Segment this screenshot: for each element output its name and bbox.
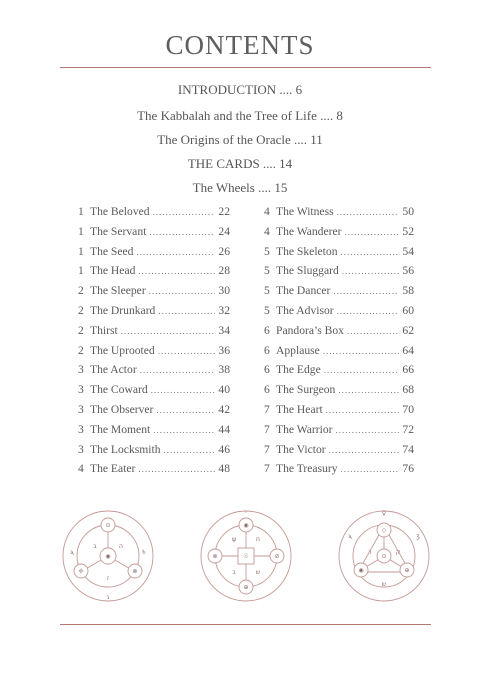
toc-card-entry[interactable] [78,403,230,423]
wheel-diagram-three [336,508,432,604]
toc-entry-the-wheels[interactable]: The Wheels .... 15 [192,180,288,195]
dot-leader [337,306,400,316]
dot-leader [121,326,216,336]
dot-leader [342,266,400,276]
page-number: 26 [218,244,230,258]
toc-card-entry[interactable] [264,225,414,245]
page-number: 58 [402,284,414,298]
wheel-diagram-two [198,508,294,604]
toc-card-entry[interactable] [264,443,414,463]
toc-entry-kabbalah[interactable]: The Kabbalah and the Tree of Life .... 8 [137,108,343,123]
toc-card-entry[interactable] [78,205,230,225]
card-number: 2 [78,343,84,357]
bottom-divider [60,624,431,625]
card-title: The Uprooted [90,343,155,357]
card-title: The Surgeon [276,383,336,397]
svg-text:ש: ש [381,581,387,588]
card-title: Thirst [90,323,118,337]
toc-card-entry[interactable] [264,383,414,403]
card-title: The Wanderer [276,224,342,238]
toc-card-entry[interactable] [264,245,414,265]
card-number: 7 [264,462,270,476]
card-title: The Dancer [276,284,331,298]
toc-card-entry[interactable] [78,304,230,324]
card-title: The Witness [276,205,334,218]
svg-text:⊘: ⊘ [274,553,280,560]
dot-leader [347,326,399,336]
svg-text:ψ: ψ [232,536,236,543]
svg-text:⊗: ⊗ [212,553,218,560]
card-number: 5 [264,264,270,278]
page-number: 54 [402,244,414,258]
toc-card-entry[interactable] [78,363,230,383]
dot-leader [149,286,216,296]
page-number: 62 [402,323,414,337]
page-number: 36 [218,343,230,357]
dot-leader [153,425,215,435]
page-number: 64 [402,343,414,357]
dot-leader [323,346,400,356]
dot-leader [151,385,216,395]
card-number: 7 [264,422,270,436]
page-number: 48 [218,462,230,476]
card-number: 4 [264,205,270,218]
page-number: 46 [218,442,230,456]
card-title: Pandora’s Box [276,323,344,337]
page-number: 52 [402,224,414,238]
card-number: 6 [264,323,270,337]
svg-text:ʒ: ʒ [416,533,420,540]
svg-text:ϡ: ϡ [348,533,352,540]
card-number: 3 [78,422,84,436]
toc-card-entry[interactable] [264,205,414,225]
toc-card-entry[interactable] [78,284,230,304]
svg-text:ɿ: ɿ [106,594,110,601]
card-number: 2 [78,284,84,298]
toc-card-entry[interactable] [78,443,230,463]
page-number: 32 [218,303,230,317]
card-title: The Advisor [276,303,334,317]
card-title: The Heart [276,402,323,416]
wheel-diagram-one [60,508,156,604]
card-number: 2 [78,303,84,317]
card-number: 7 [264,442,270,456]
page-number: 56 [402,264,414,278]
dot-leader [140,365,216,375]
page-number: 66 [402,363,414,377]
toc-card-entry[interactable] [78,344,230,364]
card-title: The Treasury [276,462,338,476]
card-number: 4 [264,224,270,238]
toc-card-entry[interactable] [264,363,414,383]
dot-leader [164,445,216,455]
card-title: The Beloved [90,205,150,218]
card-number: 1 [78,224,84,238]
svg-text:ר: ר [368,549,372,556]
dot-leader [335,425,399,435]
card-number: 2 [78,323,84,337]
toc-card-entry[interactable] [78,264,230,284]
toc-entry-origins[interactable]: The Origins of the Oracle .... 11 [157,132,323,147]
page-number: 42 [218,402,230,416]
card-number: 5 [264,244,270,258]
page-number: 38 [218,363,230,377]
dot-leader [153,207,216,217]
card-title: Applause [276,343,320,357]
toc-card-entry[interactable] [264,403,414,423]
svg-text:ה: ה [119,543,123,550]
wheel-four-spoke-icon [198,508,294,604]
toc-card-entry[interactable] [264,462,414,482]
svg-text:☉: ☉ [243,553,249,560]
page-number: 34 [218,323,230,337]
dot-leader [156,405,215,415]
card-title: The Head [90,264,136,278]
card-number: 1 [78,205,84,218]
svg-text:⊙: ⊙ [105,522,111,529]
card-title: The Skeleton [276,244,338,258]
svg-text:⊕: ⊕ [404,567,410,574]
svg-text:⊗: ⊗ [132,568,138,575]
dot-leader [333,286,399,296]
page-number: 44 [218,422,230,436]
card-number: 3 [78,383,84,397]
svg-text:⊕: ⊕ [243,584,249,591]
dot-leader [337,207,400,217]
dot-leader [344,227,399,237]
card-number: 4 [78,462,84,476]
card-title: The Seed [90,244,134,258]
card-title: The Sleeper [90,284,146,298]
svg-text:◦: ◦ [244,509,248,516]
svg-text:◉: ◉ [358,567,364,574]
dot-leader [324,365,400,375]
card-number: 1 [78,264,84,278]
page-number: 60 [402,303,414,317]
svg-text:⊙: ⊙ [381,553,387,560]
page-number: 22 [218,205,230,218]
svg-text:ח: ח [256,536,260,543]
toc-card-entry[interactable] [264,423,414,443]
svg-text:♄: ♄ [141,549,147,556]
card-number: 5 [264,303,270,317]
card-title: The Drunkard [90,303,156,317]
card-title: The Locksmith [90,442,161,456]
dot-leader [138,464,215,474]
toc-card-entry[interactable] [264,344,414,364]
card-number: 1 [78,244,84,258]
card-number: 6 [264,363,270,377]
page-number: 28 [218,264,230,278]
card-number: 3 [78,442,84,456]
card-title: The Coward [90,383,148,397]
card-title: The Victor [276,442,326,456]
card-number: 7 [264,402,270,416]
dot-leader [149,227,215,237]
card-index-right-column [264,205,414,482]
toc-card-entry[interactable] [78,245,230,265]
card-title: The Observer [90,402,154,416]
svg-text:◉: ◉ [105,553,111,560]
page-number: 68 [402,383,414,397]
dot-leader [158,346,216,356]
card-title: The Edge [276,363,321,377]
card-title: The Servant [90,224,147,238]
toc-card-entry[interactable] [78,225,230,245]
svg-text:◇: ◇ [381,527,387,534]
dot-leader [138,266,215,276]
svg-text:ק: ק [395,549,401,556]
page-number: 30 [218,284,230,298]
toc-entry-introduction[interactable]: INTRODUCTION .... 6 [177,82,303,97]
top-divider [60,67,431,68]
dot-leader [326,405,400,415]
dot-leader [338,385,399,395]
toc-card-entry[interactable] [264,284,414,304]
dot-leader [341,464,400,474]
card-title: The Eater [90,462,136,476]
card-title: The Sluggard [276,264,339,278]
toc-card-entry[interactable] [78,383,230,403]
page-number: 74 [402,442,414,456]
dot-leader [158,306,215,316]
page-number: 40 [218,383,230,397]
card-index-left-column [78,205,230,482]
toc-entry-the-cards[interactable]: THE CARDS .... 14 [187,156,293,171]
page-number: 24 [218,224,230,238]
wheel-triangle-icon [336,508,432,604]
svg-text:ב: ב [232,569,236,576]
svg-text:ϡ: ϡ [70,549,74,556]
toc-card-entry[interactable] [264,324,414,344]
page-title: CONTENTS [165,30,315,60]
toc-card-entry[interactable] [78,423,230,443]
page-number: 50 [402,205,414,218]
card-number: 5 [264,284,270,298]
card-title: The Warrior [276,422,333,436]
card-title: The Actor [90,363,137,377]
svg-text:ז: ז [106,575,110,582]
card-number: 3 [78,363,84,377]
svg-text:♀: ♀ [381,510,387,517]
svg-text:◉: ◉ [243,522,249,529]
page-number: 72 [402,422,414,436]
toc-card-entry[interactable] [264,264,414,284]
wheel-three-spoke-icon [60,508,156,604]
card-number: 6 [264,383,270,397]
card-number: 3 [78,402,84,416]
dot-leader [329,445,400,455]
svg-text:✢: ✢ [78,568,84,575]
toc-card-entry[interactable] [78,324,230,344]
dot-leader [341,247,400,257]
card-number: 6 [264,343,270,357]
page-number: 76 [402,462,414,476]
dot-leader [136,247,215,257]
toc-card-entry[interactable] [264,304,414,324]
card-title: The Moment [90,422,151,436]
svg-text:ש: ש [255,569,261,576]
toc-card-entry[interactable] [78,462,230,482]
svg-text:ב: ב [93,543,97,550]
page-number: 70 [402,402,414,416]
